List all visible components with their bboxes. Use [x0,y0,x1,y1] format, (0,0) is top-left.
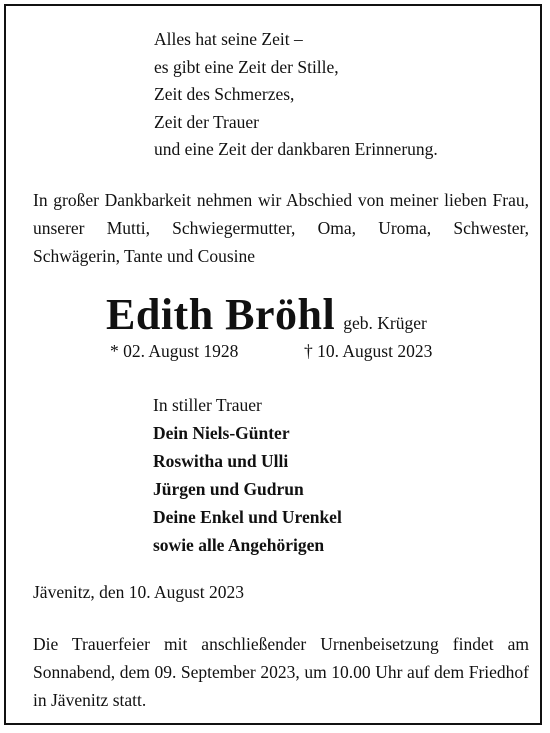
birth-date: * 02. August 1928 [110,341,239,361]
poem-line: Zeit des Schmerzes, [154,84,295,104]
mourner-name: Dein Niels-Günter [153,423,290,443]
poem [154,26,438,164]
poem-line: es gibt eine Zeit der Stille, [154,56,339,77]
mourner-name: Jürgen und Gudrun [153,479,304,499]
maiden-name: geb. Krüger [343,313,427,333]
funeral-info [33,630,529,714]
funeral-line: am Sonnabend, dem 09. September 2023, um 10.00 Uhr auf [33,634,529,682]
death-date: † 10. August 2023 [304,341,433,361]
poem-line: Zeit der Trauer [154,111,259,132]
mourning-intro: In stiller Trauer [153,395,262,415]
funeral-line: Die Trauerfeier mit anschließender Urnenbeisetzung findet [33,634,494,654]
mourners-block [153,391,342,559]
obituary-frame [4,4,542,725]
poem-line: Alles hat seine Zeit – [154,29,303,49]
place-date: Jävenitz, den 10. August 2023 [33,582,244,602]
intro-line: lieben Frau, unserer Mutti, Schwiegermutter, Oma, Uroma, [33,190,530,238]
funeral-line: dem Friedhof in Jävenitz statt. [33,662,529,710]
mourner-name: sowie alle Angehörigen [153,535,325,555]
mourner-name: Deine Enkel und Urenkel [153,507,342,527]
intro-text [33,186,529,270]
deceased-name: Edith Bröhl [106,290,336,339]
poem-line: und eine Zeit der dankbaren Erinnerung. [154,139,438,159]
intro-line: Schwester, Schwägerin, Tante und Cousine [33,218,530,266]
intro-line: In großer Dankbarkeit nehmen wir Abschied von meiner [33,190,439,210]
mourner-name: Roswitha und Ulli [153,451,289,471]
deceased-name-row [106,289,427,340]
